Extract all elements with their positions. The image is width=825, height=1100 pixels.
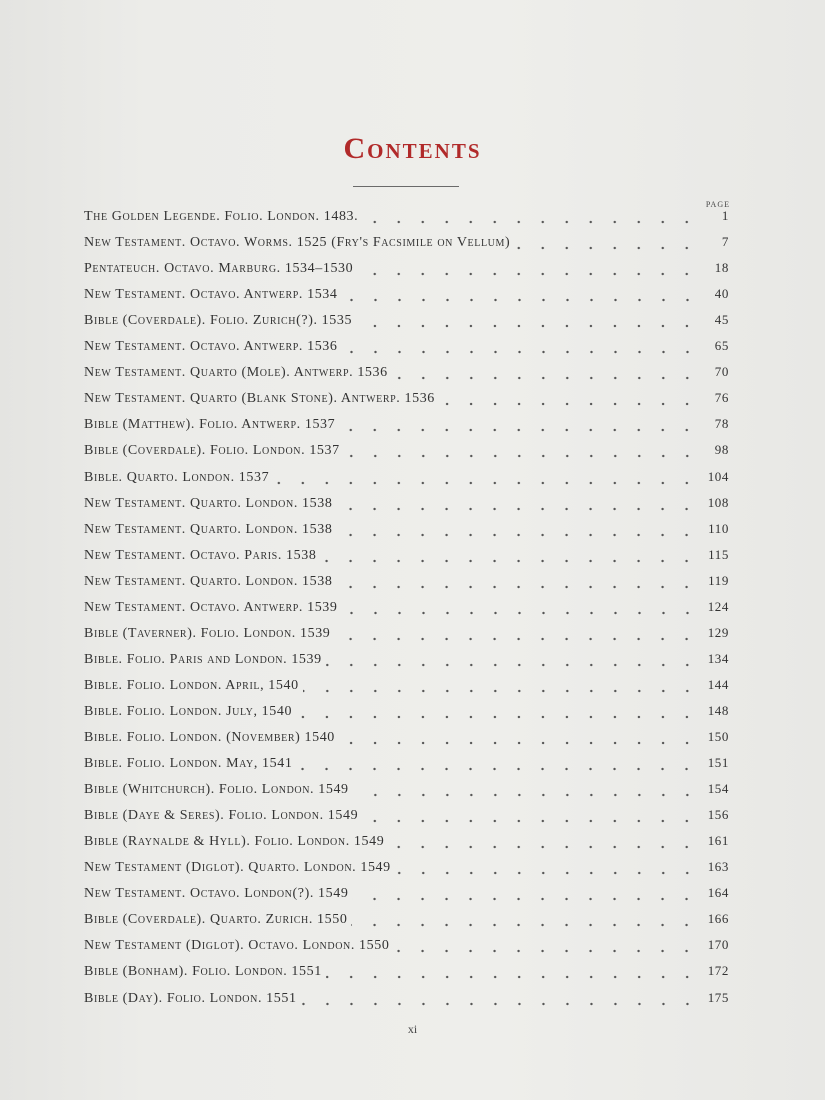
contents-entry bbox=[84, 729, 729, 751]
entry-title: Bible (Taverner). Folio. London. 1539 bbox=[84, 625, 331, 641]
dot-leader bbox=[336, 585, 699, 589]
entry-page-number: 65 bbox=[714, 338, 729, 354]
dot-leader bbox=[339, 741, 699, 745]
contents-entry bbox=[84, 547, 729, 569]
entry-title: New Testament. Octavo. Worms. 1525 (Fry's Facsimile on Vellum) bbox=[84, 235, 511, 251]
entry-title: New Testament. Octavo. London(?). 1549 bbox=[84, 886, 349, 902]
entry-title: New Testament. Octavo. Antwerp. 1539 bbox=[84, 599, 338, 615]
entry-title: Pentateuch. Octavo. Marburg. 1534–1530 bbox=[84, 261, 354, 277]
entry-title: New Testament. Octavo. Antwerp. 1536 bbox=[84, 339, 338, 355]
entry-page-number: 40 bbox=[714, 286, 729, 302]
entry-page-number: 164 bbox=[707, 885, 729, 901]
dot-leader bbox=[296, 715, 699, 719]
dot-leader bbox=[352, 897, 699, 901]
dot-leader bbox=[392, 376, 699, 380]
entry-title: Bible (Coverdale). Quarto. Zurich. 1550 bbox=[84, 912, 348, 928]
contents-entry bbox=[84, 234, 729, 256]
entry-title: New Testament. Quarto. London. 1538 bbox=[84, 521, 333, 537]
entry-page-number: 148 bbox=[707, 702, 729, 718]
dot-leader bbox=[362, 220, 699, 224]
dot-leader bbox=[326, 663, 699, 667]
contents-entry bbox=[84, 885, 729, 907]
entry-title: Bible (Day). Folio. London. 1551 bbox=[84, 990, 297, 1006]
dot-leader bbox=[342, 350, 700, 354]
dot-leader bbox=[342, 611, 700, 615]
contents-entry bbox=[84, 364, 729, 386]
contents-entry bbox=[84, 521, 729, 543]
dot-leader bbox=[320, 559, 699, 563]
entry-title: Bible (Whitchurch). Folio. London. 1549 bbox=[84, 782, 349, 798]
entry-page-number: 98 bbox=[714, 442, 729, 458]
contents-entry bbox=[84, 703, 729, 725]
title-rule bbox=[353, 186, 459, 187]
entry-page-number: 172 bbox=[707, 963, 729, 979]
entry-title: New Testament. Quarto (Blank Stone). Antwerp. 1536 bbox=[84, 391, 435, 407]
entry-page-number: 175 bbox=[707, 989, 729, 1005]
dot-leader bbox=[339, 428, 699, 432]
entry-title: New Testament. Octavo. Antwerp. 1534 bbox=[84, 287, 338, 303]
entry-page-number: 161 bbox=[707, 833, 729, 849]
contents-entry bbox=[84, 625, 729, 647]
contents-entry bbox=[84, 495, 729, 517]
entry-page-number: 170 bbox=[707, 937, 729, 953]
contents-entry bbox=[84, 859, 729, 881]
entry-page-number: 150 bbox=[707, 729, 729, 744]
entry-title: New Testament. Quarto (Mole). Antwerp. 1536 bbox=[84, 365, 388, 381]
contents-entry bbox=[84, 286, 729, 308]
dot-leader bbox=[439, 402, 699, 406]
contents-entry bbox=[84, 833, 729, 855]
page-column-header: PAGE bbox=[705, 200, 730, 209]
entry-page-number: 124 bbox=[707, 598, 729, 614]
dot-leader bbox=[296, 767, 699, 771]
entry-page-number: 134 bbox=[707, 650, 729, 666]
entry-title: Bible (Coverdale). Folio. Zurich(?). 1535 bbox=[84, 313, 353, 329]
dot-leader bbox=[395, 871, 699, 875]
page-title: Contents bbox=[343, 132, 482, 165]
entry-title: Bible. Folio. Paris and London. 1539 bbox=[84, 651, 322, 667]
entry-page-number: 115 bbox=[708, 546, 729, 562]
dot-leader bbox=[336, 533, 699, 537]
dot-leader bbox=[362, 819, 699, 823]
contents-entry bbox=[84, 208, 729, 230]
entry-page-number: 18 bbox=[714, 260, 729, 276]
entry-page-number: 119 bbox=[708, 572, 729, 588]
dot-leader bbox=[301, 1002, 699, 1006]
contents-entry bbox=[84, 260, 729, 282]
contents-entry bbox=[84, 573, 729, 595]
entry-page-number: 7 bbox=[721, 234, 729, 250]
entry-title: Bible (Bonham). Folio. London. 1551 bbox=[84, 964, 322, 980]
entry-title: New Testament. Quarto. London. 1538 bbox=[84, 495, 333, 511]
entry-title: Bible. Folio. London. May, 1541 bbox=[84, 756, 293, 772]
contents-entry bbox=[84, 651, 729, 673]
dot-leader bbox=[273, 481, 699, 485]
contents-entry bbox=[84, 599, 729, 621]
entry-page-number: 129 bbox=[707, 624, 729, 640]
contents-entry bbox=[84, 807, 729, 829]
entry-title: The Golden Legende. Folio. London. 1483. bbox=[84, 209, 359, 224]
dot-leader bbox=[393, 949, 699, 953]
entry-title: New Testament. Quarto. London. 1538 bbox=[84, 573, 333, 589]
entry-page-number: 104 bbox=[707, 468, 729, 484]
entry-title: Bible. Folio. London. April, 1540 bbox=[84, 677, 299, 693]
contents-entry bbox=[84, 390, 729, 412]
entry-page-number: 166 bbox=[707, 911, 729, 927]
entry-page-number: 78 bbox=[714, 416, 729, 432]
dot-leader bbox=[336, 507, 699, 511]
contents-entry bbox=[84, 963, 729, 985]
entry-title: Bible (Coverdale). Folio. London. 1537 bbox=[84, 443, 340, 459]
entry-page-number: 154 bbox=[707, 781, 729, 797]
contents-entry bbox=[84, 781, 729, 803]
dot-leader bbox=[356, 324, 699, 328]
entry-page-number: 108 bbox=[707, 494, 729, 510]
dot-leader bbox=[303, 689, 699, 693]
entry-page-number: 156 bbox=[707, 807, 729, 823]
entry-page-number: 70 bbox=[714, 364, 729, 380]
dot-leader bbox=[334, 637, 699, 641]
entry-title: New Testament (Diglot). Quarto. London. 1549 bbox=[84, 860, 391, 876]
contents-entry bbox=[84, 442, 729, 464]
contents-entry bbox=[84, 755, 729, 777]
dot-leader bbox=[353, 793, 699, 797]
entry-page-number: 163 bbox=[707, 859, 729, 875]
dot-leader bbox=[344, 454, 699, 458]
contents-entry bbox=[84, 416, 729, 438]
dot-leader bbox=[514, 246, 699, 250]
entry-title: Bible (Daye & Seres). Folio. London. 1549 bbox=[84, 808, 359, 824]
contents-entry bbox=[84, 937, 729, 959]
entry-page-number: 1 bbox=[721, 208, 729, 223]
entry-title: New Testament. Octavo. Paris. 1538 bbox=[84, 547, 317, 563]
dot-leader bbox=[326, 975, 699, 979]
page-number: xi bbox=[407, 1022, 418, 1036]
dot-leader bbox=[342, 298, 700, 302]
dot-leader bbox=[351, 923, 699, 927]
entry-title: Bible. Folio. London. (November) 1540 bbox=[84, 730, 335, 745]
entry-page-number: 144 bbox=[707, 676, 729, 692]
entry-page-number: 45 bbox=[714, 312, 729, 328]
contents-entry bbox=[84, 677, 729, 699]
entry-page-number: 76 bbox=[714, 390, 729, 406]
dot-leader bbox=[357, 272, 699, 276]
entry-page-number: 110 bbox=[708, 520, 729, 536]
entry-page-number: 151 bbox=[707, 755, 729, 771]
contents-entry bbox=[84, 469, 729, 491]
entry-title: Bible. Folio. London. July, 1540 bbox=[84, 703, 293, 719]
contents-entry bbox=[84, 338, 729, 360]
contents-entry bbox=[84, 990, 729, 1012]
entry-title: New Testament (Diglot). Octavo. London. 1550 bbox=[84, 938, 390, 954]
entry-title: Bible. Quarto. London. 1537 bbox=[84, 469, 270, 485]
contents-entry bbox=[84, 312, 729, 334]
dot-leader bbox=[388, 845, 699, 849]
contents-entry bbox=[84, 911, 729, 933]
entry-title: Bible (Raynalde & Hyll). Folio. London. 1549 bbox=[84, 834, 385, 850]
entry-title: Bible (Matthew). Folio. Antwerp. 1537 bbox=[84, 417, 336, 433]
